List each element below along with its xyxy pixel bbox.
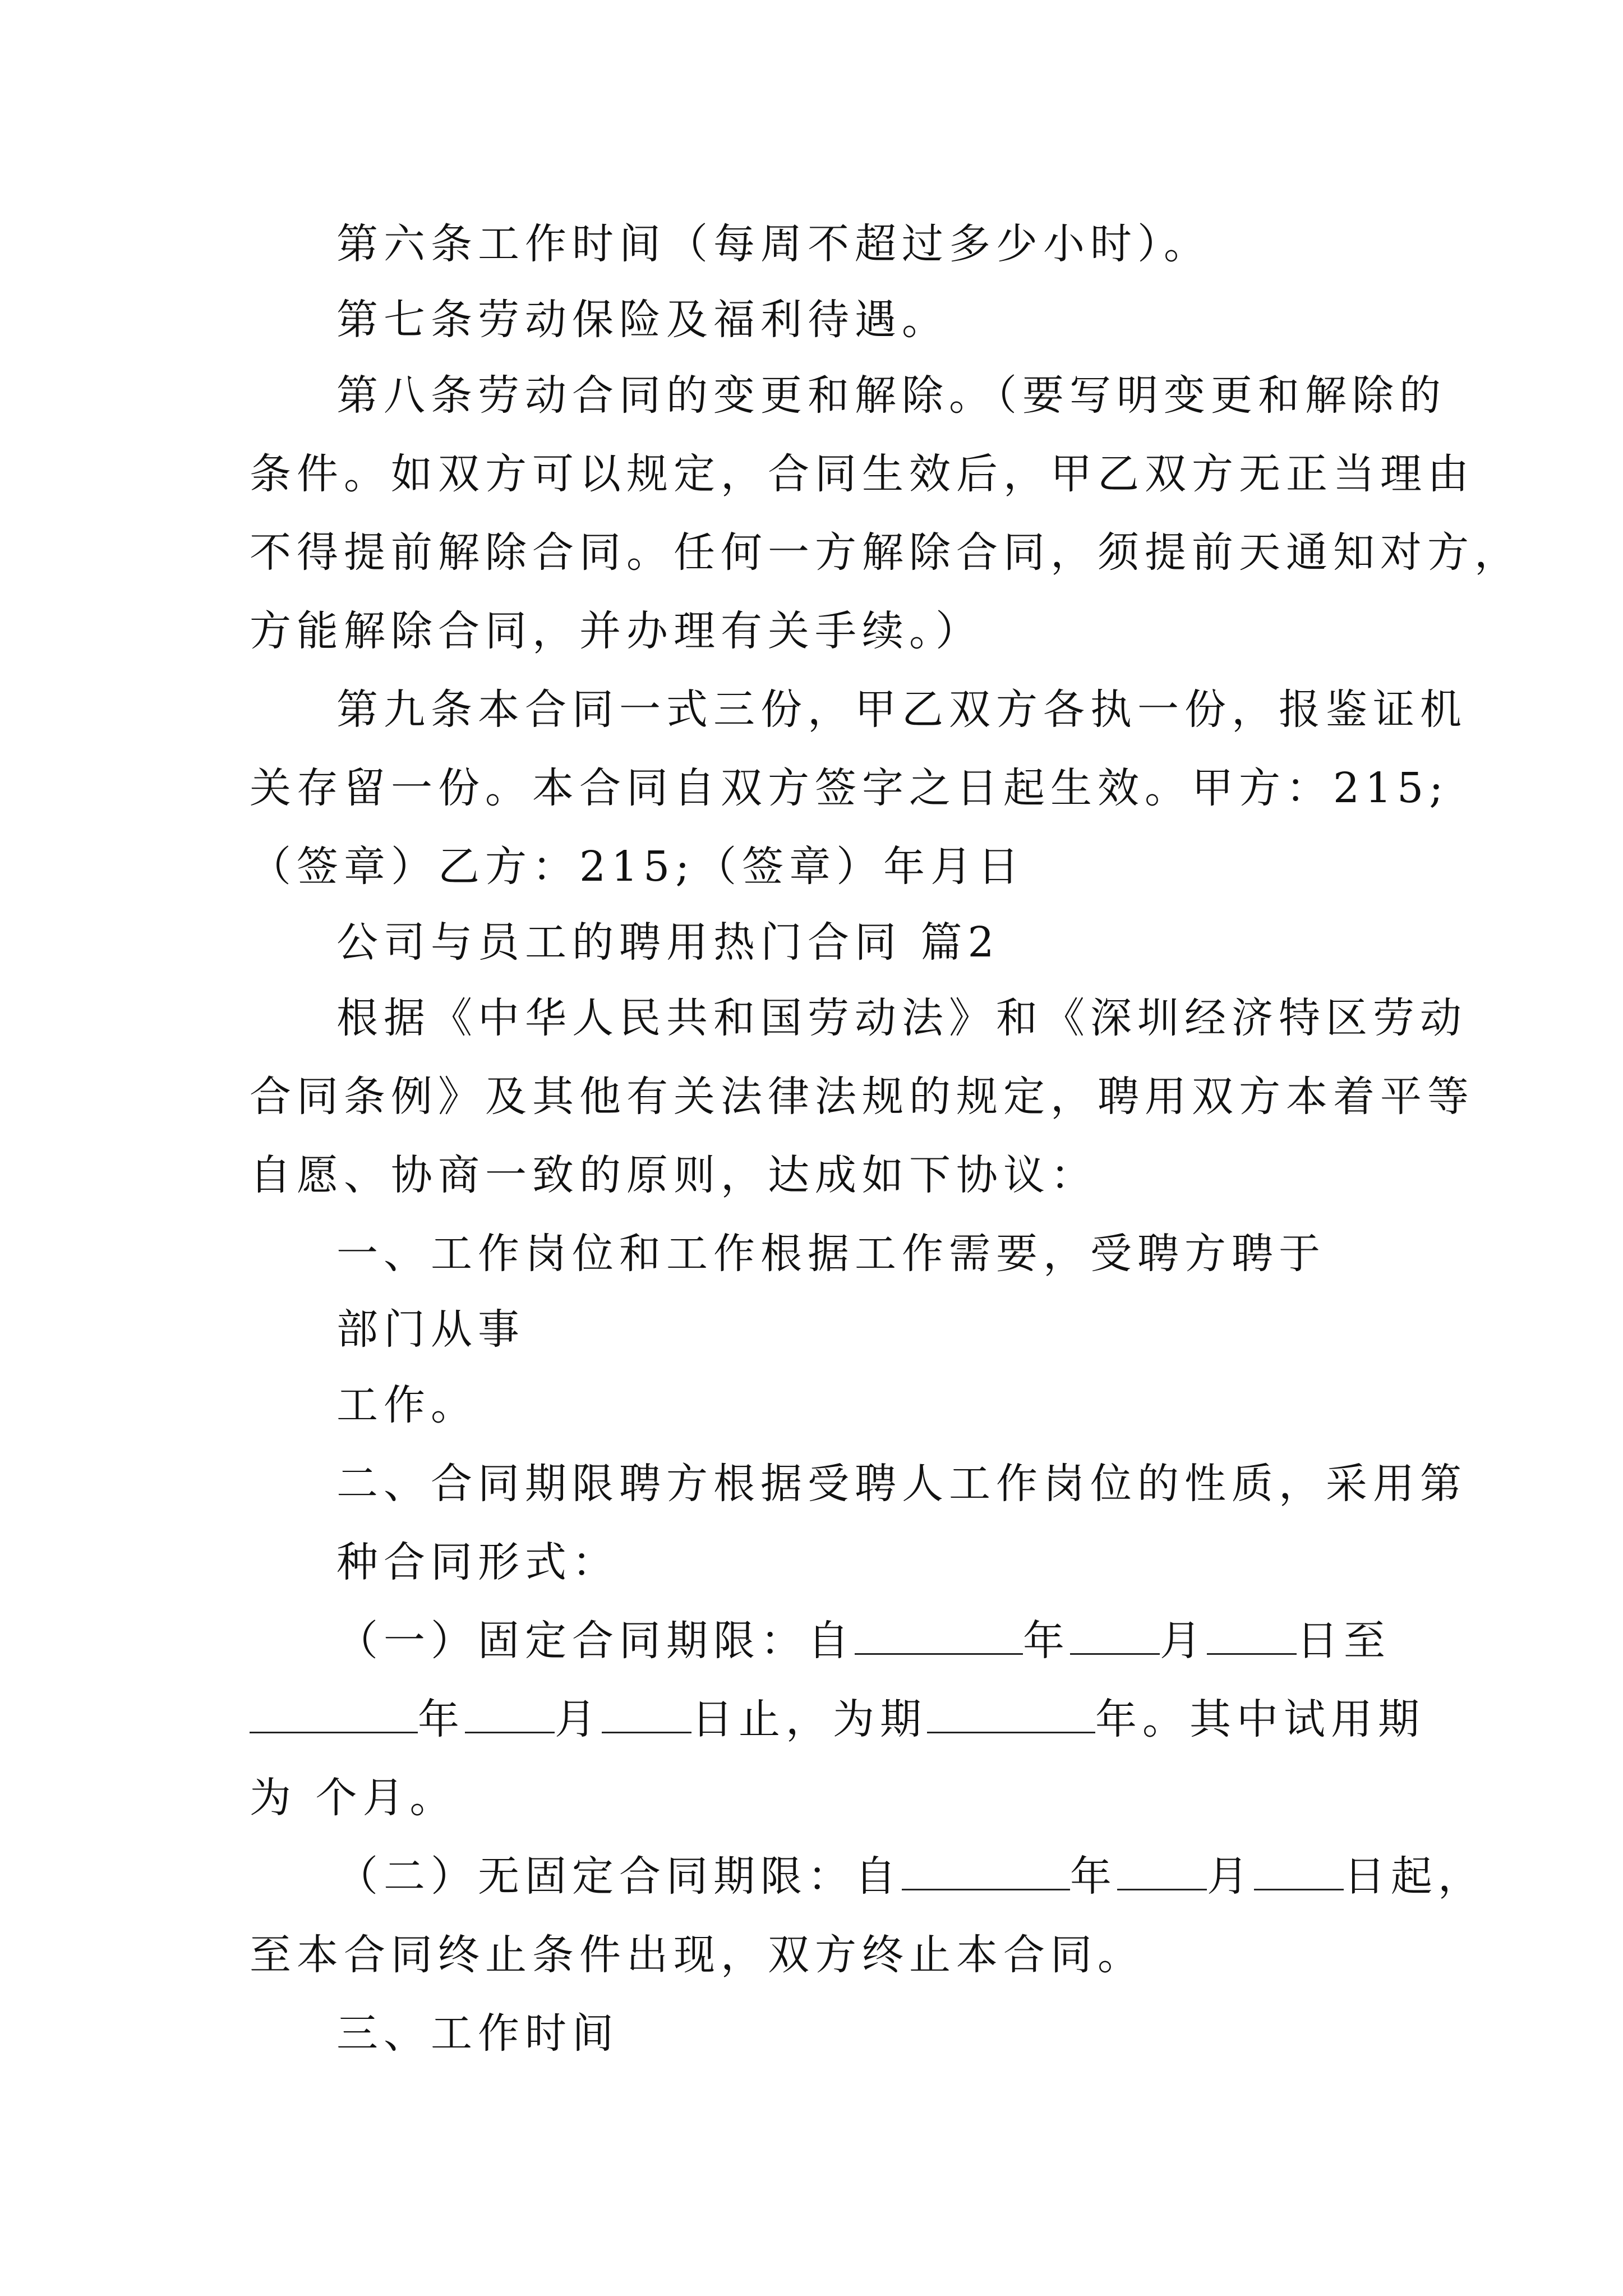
clause-8-line-3: 不得提前解除合同。任何一方解除合同，须提前天通知对方， — [250, 528, 1521, 577]
year-label: 年 — [1070, 1852, 1117, 1901]
blank-field[interactable] — [250, 1695, 418, 1733]
blank-field[interactable] — [927, 1695, 1095, 1733]
fixed-term-line-2 — [250, 1691, 1425, 1747]
clause-8-line-2: 条件。如双方可以规定，合同生效后，甲乙双方无正当理由 — [250, 450, 1474, 498]
year-label: 年 — [418, 1695, 465, 1743]
blank-field[interactable] — [465, 1695, 555, 1733]
blank-field[interactable] — [1070, 1616, 1160, 1655]
article-1-line-3: 工作。 — [336, 1381, 478, 1429]
open-term-label: （二）无固定合同期限：自 — [336, 1852, 902, 1901]
clause-9-line-1: 第九条本合同一式三份，甲乙双方各执一份，报鉴证机 — [336, 685, 1467, 734]
blank-field[interactable] — [902, 1852, 1070, 1890]
blank-field[interactable] — [1207, 1616, 1297, 1655]
article-1-line-1: 一、工作岗位和工作根据工作需要，受聘方聘于 — [336, 1230, 1326, 1278]
clause-8-line-4: 方能解除合同，并办理有关手续。） — [250, 607, 983, 655]
fixed-term-line-3: 为 个月。 — [250, 1774, 457, 1822]
article-2-line-1: 二、合同期限聘方根据受聘人工作岗位的性质，采用第 — [336, 1460, 1467, 1508]
blank-field[interactable] — [1117, 1852, 1207, 1890]
open-term-line-1 — [336, 1848, 1485, 1904]
preamble-line-3: 自愿、协商一致的原则，达成如下协议： — [250, 1151, 1098, 1199]
fixed-term-label: （一）固定合同期限：自 — [336, 1617, 855, 1665]
clause-9-line-2: 关存留一份。本合同自双方签字之日起生效。甲方：215; — [250, 764, 1449, 812]
day-until-label: 日止，为期 — [691, 1695, 927, 1743]
clause-8-line-1: 第八条劳动合同的变更和解除。（要写明变更和解除的 — [336, 371, 1446, 420]
blank-field[interactable] — [602, 1695, 691, 1733]
month-label: 月 — [1160, 1617, 1207, 1665]
preamble-line-1: 根据《中华人民共和国劳动法》和《深圳经济特区劳动 — [336, 994, 1467, 1042]
fixed-term-line-1 — [336, 1613, 1391, 1669]
article-3-heading: 三、工作时间 — [336, 2009, 619, 2058]
blank-field[interactable] — [1254, 1852, 1344, 1890]
article-2-line-2: 种合同形式： — [336, 1538, 619, 1586]
month-label: 月 — [1207, 1852, 1254, 1901]
open-term-line-2: 至本合同终止条件出现，双方终止本合同。 — [250, 1931, 1145, 1979]
year-label: 年 — [1023, 1617, 1070, 1665]
clause-9-line-3: （签章）乙方：215;（签章）年月日 — [250, 843, 1025, 891]
section-heading: 公司与员工的聘用热门合同 篇2 — [336, 918, 1000, 967]
clause-6: 第六条工作时间（每周不超过多少小时）。 — [336, 220, 1211, 268]
day-to-label: 日至 — [1297, 1617, 1391, 1665]
month-label: 月 — [555, 1695, 602, 1743]
blank-field[interactable] — [855, 1616, 1023, 1655]
preamble-line-2: 合同条例》及其他有关法律法规的规定，聘用双方本着平等 — [250, 1073, 1474, 1121]
day-from-label: 日起， — [1344, 1852, 1485, 1901]
probation-label: 年。其中试用期 — [1095, 1695, 1425, 1743]
article-1-line-2: 部门从事 — [336, 1305, 525, 1354]
clause-7: 第七条劳动保险及福利待遇。 — [336, 296, 949, 344]
